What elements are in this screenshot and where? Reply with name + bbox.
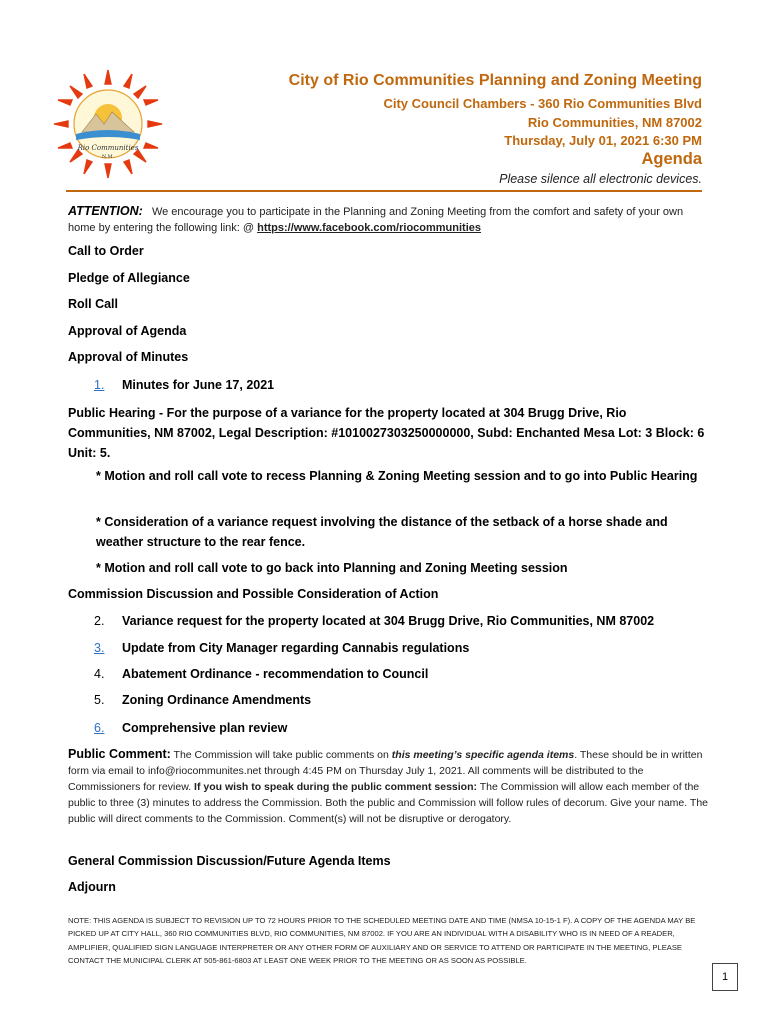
item-6-text: Comprehensive plan review (122, 721, 288, 735)
roll-call: Roll Call (68, 297, 119, 311)
item-2-number: 2. (94, 614, 105, 628)
logo-text-line1: Rio Communities (77, 144, 139, 152)
approval-of-agenda: Approval of Agenda (68, 324, 187, 338)
public-comment-label: Public Comment: (68, 747, 171, 761)
agenda-heading: Agenda (641, 150, 702, 168)
minutes-item-text: Minutes for June 17, 2021 (122, 378, 275, 392)
city-logo (52, 68, 164, 180)
page-number: 1 (712, 963, 738, 991)
logo-text-line2: N.M. (101, 154, 115, 160)
motion-back-to-session: * Motion and roll call vote to go back into Planning and Zoning Meeting session (96, 561, 568, 575)
item-4-number: 4. (94, 667, 105, 681)
footer-note: NOTE: THIS AGENDA IS SUBJECT TO REVISION UP TO 72 HOURS PRIOR TO THE SCHEDULED MEETING DATE AND TIME (NMSA 10-15-1 F). A COPY OF THE AGENDA MAY BE PICKED UP AT CITY HALL, 360 RIO COMMUNITIES BLVD, RIO COMMUNITIES, NM 87002. IF YOU ARE AN INDIVIDUAL WITH A DISABILITY WHO IS IN NEED OF A READER, AMPLIFIER, QUALIFIED SIGN LANGUAGE INTERPRETER OR ANY OTHER FORM OF AUXILIARY AND OR SERVICE TO ATTEND OR PARTICIPATE IN THE MEETING, PLEASE CONTACT THE MUNICIPAL CLERK AT 505-861-6803 AT LEAST ONE WEEK PRIOR TO THE MEETING OR AS SOON AS POSSIBLE. (68, 916, 696, 966)
public-comment-emphasis: this meeting’s specific agenda items (391, 749, 575, 761)
public-comment-paragraph (68, 746, 708, 827)
commission-discussion-heading: Commission Discussion and Possible Consideration of Action (68, 587, 439, 601)
pledge-of-allegiance: Pledge of Allegiance (68, 271, 190, 285)
meeting-location-line1: City Council Chambers - 360 Rio Communities Blvd (383, 96, 702, 111)
public-comment-text3: The Commission will allow each member of the public to three (3) minutes to address the Commission. Both the public and Commission will follow rules of decorum. Give your name. The public will direct comments to the Commission. Comment(s) will not be disruptive or derogatory. (68, 781, 709, 825)
attention-label: ATTENTION: (68, 204, 143, 218)
call-to-order: Call to Order (68, 244, 144, 258)
meeting-title: City of Rio Communities Planning and Zoning Meeting (288, 72, 702, 89)
item-3-text: Update from City Manager regarding Cannabis regulations (122, 641, 470, 655)
facebook-link[interactable]: https://www.facebook.com/riocommunities (257, 222, 482, 234)
meeting-datetime: Thursday, July 01, 2021 6:30 PM (504, 133, 702, 148)
approval-of-minutes: Approval of Minutes (68, 350, 189, 364)
item-4-text: Abatement Ordinance - recommendation to Council (122, 667, 429, 681)
meeting-location-line2: Rio Communities, NM 87002 (527, 115, 702, 130)
adjourn: Adjourn (68, 880, 116, 894)
minutes-item-number-link[interactable]: 1. (94, 378, 105, 392)
public-comment-text1: The Commission will take public comments on (170, 749, 392, 761)
attention-paragraph (68, 203, 702, 236)
public-comment-text2: . These should be in written form via email to info@riocommunites.net through 4:45 PM on Thursday July 1, 2021. All comments will be distributed to the Commissioners for review. (68, 749, 703, 793)
sun-logo-icon (52, 68, 164, 180)
item-2-text: Variance request for the property located at 304 Brugg Drive, Rio Communities, NM 87002 (122, 614, 655, 628)
silence-note: Please silence all electronic devices. (499, 172, 702, 186)
attention-text: We encourage you to participate in the Planning and Zoning Meeting from the comfort and safety of your own home by entering the following link: @ (68, 206, 684, 234)
item-6-number-link[interactable]: 6. (94, 721, 105, 735)
variance-consideration: * Consideration of a variance request involving the distance of the setback of a horse shade and weather structure to the rear fence. (96, 515, 668, 549)
motion-recess: * Motion and roll call vote to recess Planning & Zoning Meeting session and to go into Public Hearing (96, 469, 698, 483)
public-comment-bold: If you wish to speak during the public comment session: (194, 781, 477, 793)
item-5-number: 5. (94, 693, 105, 707)
general-discussion: General Commission Discussion/Future Agenda Items (68, 854, 391, 868)
item-5-text: Zoning Ordinance Amendments (122, 693, 312, 707)
public-hearing: Public Hearing - For the purpose of a variance for the property located at 304 Brugg Drive, Rio Communities, NM 87002, Legal Description: #1010027303250000000, Subd: Enchanted Mesa Lot: 3 Block: 6 Unit: 5. (68, 406, 705, 460)
item-3-number-link[interactable]: 3. (94, 641, 105, 655)
header-divider (66, 190, 702, 192)
